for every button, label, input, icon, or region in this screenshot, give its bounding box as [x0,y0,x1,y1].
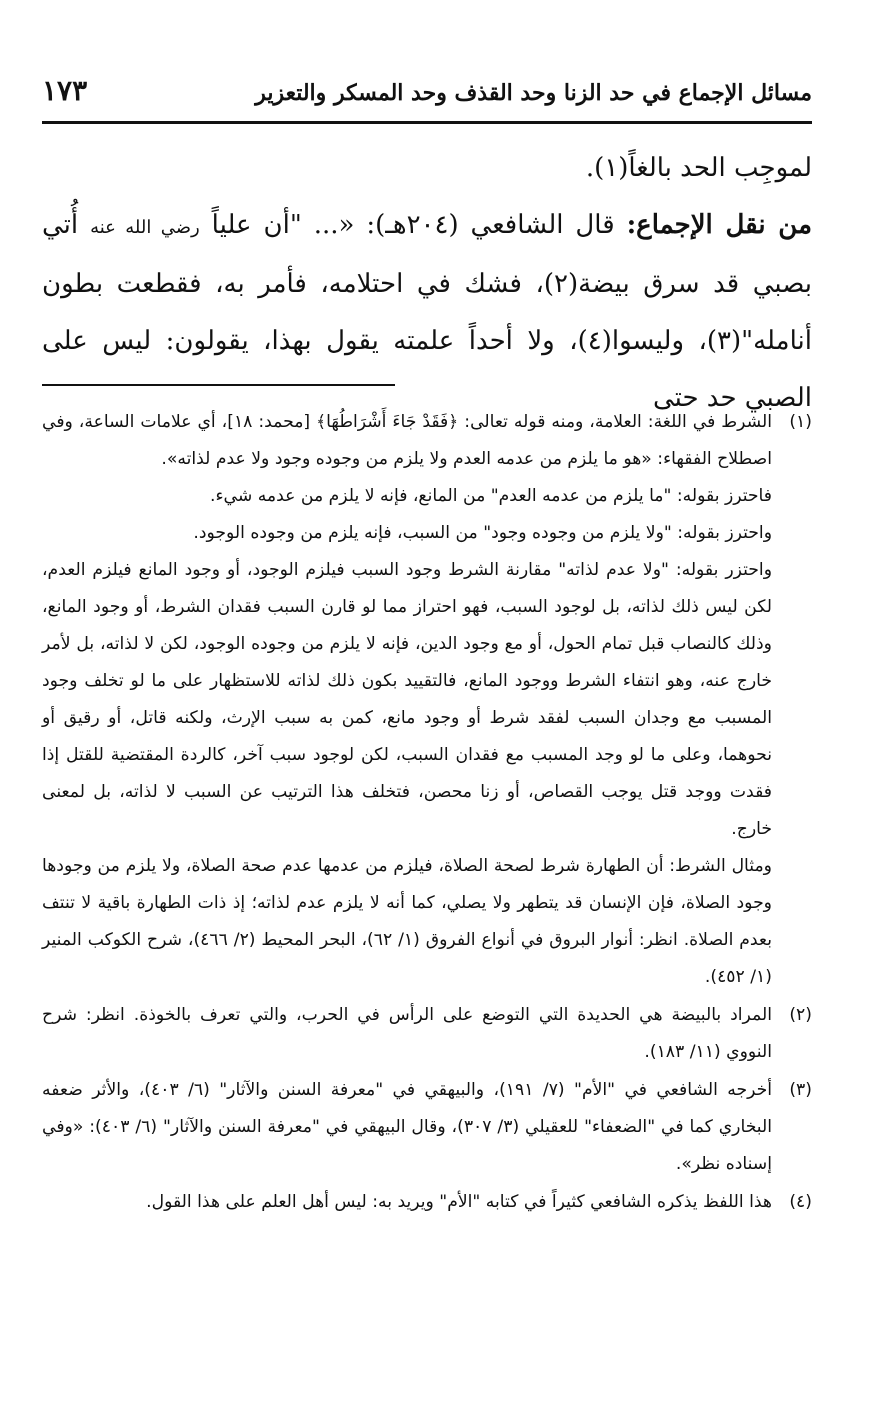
footnotes [42,404,812,1221]
footnote-paragraph: ومثال الشرط: أن الطهارة شرط لصحة الصلاة، فيلزم من عدمها عدم صحة الصلاة، ولا يلزم من وجودها وجود الصلاة، فإن الإنسان قد يتطهر ولا يصلي، كما أنه لا يلزم عدم لذاته؛ إذ ذات الطهارة باقية لا تنتف بعدم الصلاة. انظر: أنوار البروق في أنواع الفروق (١/ ٦٢)، البحر المحيط (٢/ ٤٦٦)، شرح الكوكب المنير (١/ ٤٥٢). [42,856,772,987]
footnote-number: (٢) [789,1005,812,1025]
running-title: مسائل الإجماع في حد الزنا وحد القذف وحد المسكر والتعزير [255,80,812,106]
ijma-paragraph [42,197,812,427]
ijma-lead: من نقل الإجماع: [626,210,813,240]
footnote-number: (٣) [789,1080,812,1100]
honorific: رضي الله عنه [90,217,200,238]
footnote-2 [42,997,812,1071]
ijma-text-b: أُتي بصبي قد سرق بيضة(٢)، فشك في احتلامه، فأمر به، فقطعت بطون أنامله"(٣)، وليسوا(٤)، ولا أحداً علمته يقول بهذا، يقولون: ليس على الصبي حد حتى [42,210,812,413]
footnote-paragraph: واحترز بقوله: "ولا يلزم من وجوده وجود" من السبب، فإنه يلزم من وجوده الوجود. [193,523,772,543]
footnote-3 [42,1072,812,1183]
ijma-text-a: قال الشافعي (٢٠٤هـ): «... "أن علياً [199,210,627,240]
footnote-4 [42,1184,812,1221]
footnote-paragraph: المراد بالبيضة هي الحديدة التي التوضع على الرأس في الحرب، والتي تعرف بالخوذة. انظر: شرح النووي (١١/ ١٨٣). [42,1005,772,1062]
footnote-number: (٤) [789,1192,812,1212]
footnote-paragraph: أخرجه الشافعي في "الأم" (٧/ ١٩١)، والبيهقي في "معرفة السنن والآثار" (٦/ ٤٠٣)، والأثر ضعفه البخاري كما في "الضعفاء" للعقيلي (٣/ ٣٠٧)، وقال البيهقي في "معرفة السنن والآثار" (٦/ ٤٠٣): «وفي إسناده نظر». [42,1080,772,1174]
header-rule [42,121,812,124]
footnote-paragraph: واحتزر بقوله: "ولا عدم لذاته" مقارنة الشرط وجود السبب فيلزم الوجود، أو وجود المانع فيلزم العدم، لكن ليس ذلك لذاته، بل لوجود السبب، فهو احتراز مما لو قارن السبب فقدان الشرط، أو وجود المانع، وذلك كالنصاب قبل تمام الحول، أو مع وجود الدين، فإنه لا يلزم من وجوده الوجود، لكن لا لذاته، بل لأمر خارج عنه، وهو انتفاء الشرط ووجود المانع، فالتقييد بكون ذلك لذاته للاستظهار على ما لو تخلف وجود المسبب مع وجدان السبب لفقد شرط أو وجود مانع، كمن به سبب الإرث، ولكنه قاتل، أو رقيق أو نحوهما، وعلى ما لو وجد المسبب مع فقدان السبب، لكن لوجود سبب آخر، كالردة المقتضية للقتل إذا فقدت ووجد قتل يوجب القصاص، أو زنا محصن، فتخلف هذا الترتيب عن السبب لا لذاته، بل لمعنى خارج. [42,560,772,839]
text-line-1: لموجِب الحد بالغاً(١). [585,153,812,183]
footnote-paragraph: فاحترز بقوله: "ما يلزم من عدمه العدم" من المانع، فإنه لا يلزم من عدمه شيء. [209,486,772,506]
page-header [42,72,812,112]
book-page [42,0,812,1414]
footnote-1 [42,404,812,996]
footnote-paragraph: الشرط في اللغة: العلامة، ومنه قوله تعالى: ﴿فَقَدْ جَاءَ أَشْرَاطُهَا﴾ [محمد: ١٨]، أي علامات الساعة، وفي اصطلاح الفقهاء: «هو ما يلزم من عدمه العدم ولا يلزم من وجوده وجود ولا عدم لذاته». [42,412,772,469]
page-number: ١٧٣ [42,74,88,107]
footnote-paragraph: هذا اللفظ يذكره الشافعي كثيراً في كتابه "الأم" ويريد به: ليس أهل العلم على هذا القول. [146,1192,772,1212]
footnote-rule [42,384,395,386]
footnote-number: (١) [789,412,812,432]
